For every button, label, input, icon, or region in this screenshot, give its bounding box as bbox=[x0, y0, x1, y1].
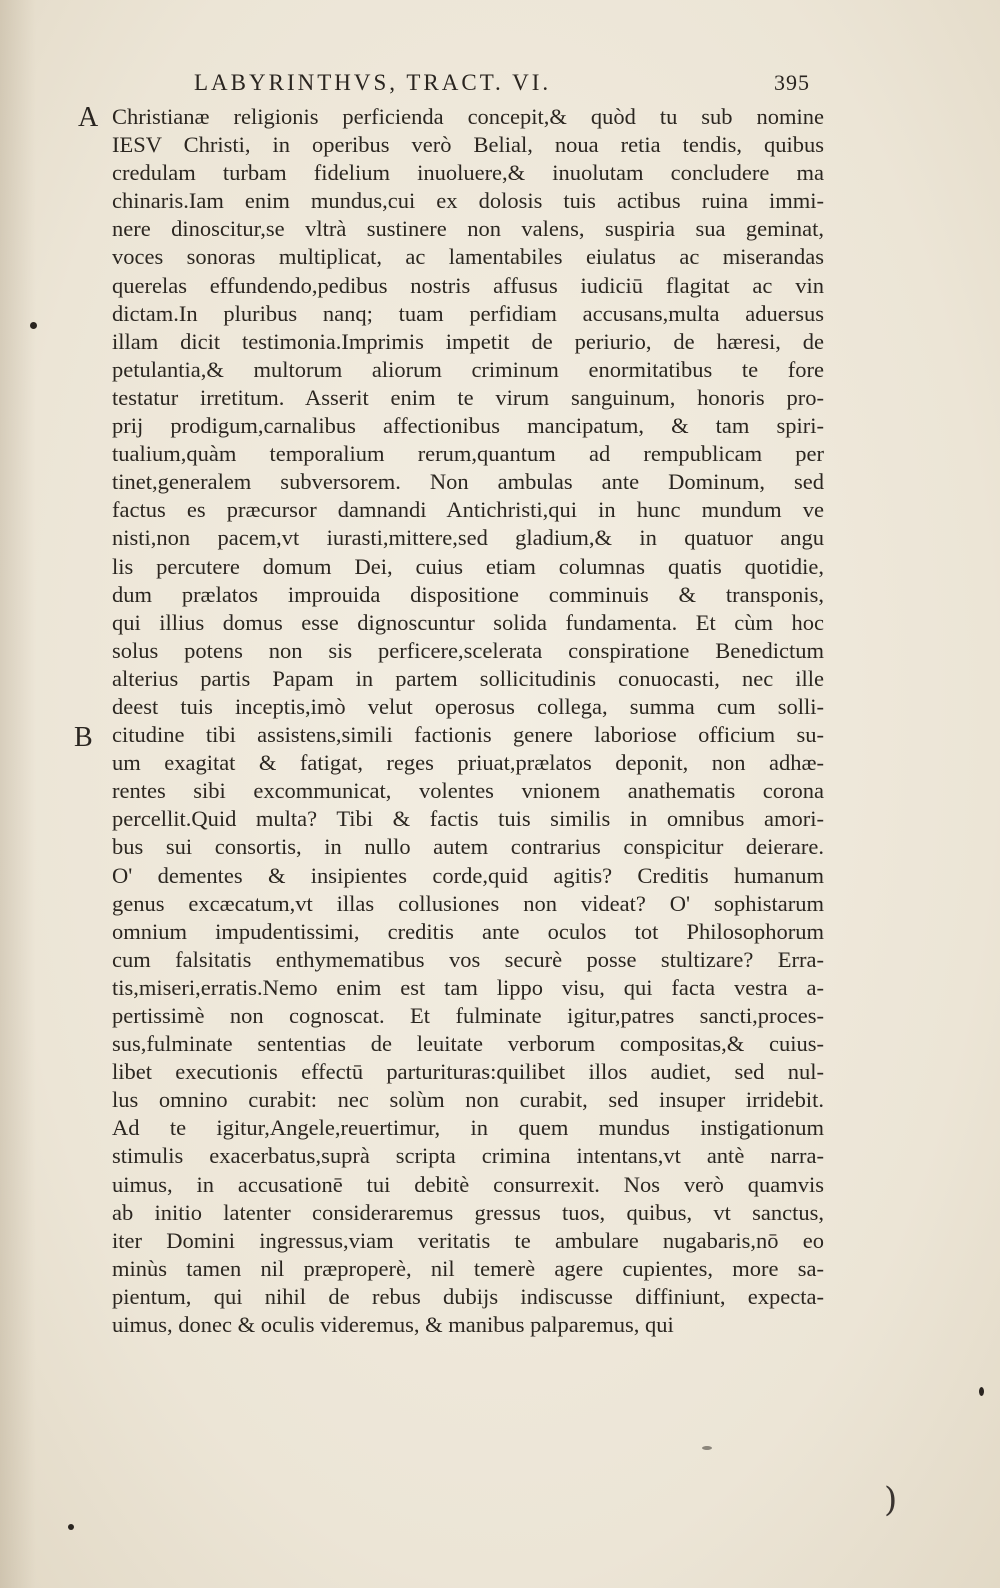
text-line: pertissimè non cognoscat. Et fulminate igitur,patres sancti,proces- bbox=[112, 1003, 824, 1028]
text-line: ab initio latenter consideraremus gressus tuos, quibus, vt sanctus, bbox=[112, 1199, 824, 1225]
text-line: uimus, in accusationē tui debitè consurrexit. Nos verò quamvis bbox=[112, 1171, 824, 1197]
margin-letter-b: B bbox=[74, 722, 93, 753]
text-line: prij prodigum,carnalibus affectionibus mancipatum, & tam spiri- bbox=[112, 413, 824, 439]
text-line: tualium,quàm temporalium rerum,quantum ad rempublicam per bbox=[112, 441, 824, 467]
text-line: solus potens non sis perficere,scelerata conspiratione Benedictum bbox=[112, 637, 824, 663]
text-line: qui illius domus esse dignoscuntur solida fundamenta. Et cùm hoc bbox=[112, 609, 824, 635]
text-line: O' dementes & insipientes corde,quid agitis? Creditis humanum bbox=[112, 862, 824, 888]
ink-speck bbox=[979, 1387, 984, 1396]
ink-speck bbox=[68, 1524, 74, 1530]
text-line: rentes sibi excommunicat, volentes vnionem anathematis corona bbox=[112, 778, 824, 804]
text-line: minùs tamen nil præproperè, nil temerè agere cupientes, more sa- bbox=[112, 1255, 824, 1281]
text-line: credulam turbam fidelium inuoluere,& inuolutam concludere ma bbox=[112, 160, 824, 186]
text-line: um exagitat & fatigat, reges priuat,prælatos deponit, non adhæ- bbox=[112, 750, 824, 776]
running-head-title: LABYRINTHVS, TRACT. VI. bbox=[194, 70, 552, 95]
text-line: lus omnino curabit: nec solùm non curabit, sed insuper irridebit. bbox=[112, 1087, 824, 1113]
margin-letter-a: A bbox=[78, 102, 99, 133]
text-line: Ad te igitur,Angele,reuertimur, in quem mundus instigationum bbox=[112, 1115, 824, 1141]
text-line: lis percutere domum Dei, cuius etiam columnas quatis quotidie, bbox=[112, 553, 824, 579]
text-line: factus es præcursor damnandi Antichristi,qui in hunc mundum ve bbox=[112, 497, 824, 523]
page-number: 395 bbox=[774, 70, 810, 95]
text-line: chinaris.Iam enim mundus,cui ex dolosis tuis actibus ruina immi- bbox=[112, 188, 824, 214]
text-line: nisti,non pacem,vt iurasti,mittere,sed gladium,& in quatuor angu bbox=[112, 525, 824, 551]
spine-shadow bbox=[0, 0, 36, 1588]
text-line: deest tuis inceptis,imò velut operosus collega, summa cum solli- bbox=[112, 693, 824, 719]
text-line: Christianæ religionis perficienda concepit,& quòd tu sub nomine bbox=[112, 104, 824, 129]
ink-speck bbox=[30, 322, 37, 329]
text-line: dictam.In pluribus nanq; tuam perfidiam accusans,multa aduersus bbox=[112, 300, 824, 326]
text-line: pientum, qui nihil de rebus dubijs indiscusse diffiniunt, expecta- bbox=[112, 1283, 824, 1309]
ink-mark: ) bbox=[884, 1480, 898, 1520]
text-line: dum prælatos improuida dispositione comminuis & transponis, bbox=[112, 581, 824, 607]
text-line: bus sui consortis, in nullo autem contrarius conspicitur deierare. bbox=[112, 834, 824, 860]
text-line: illam dicit testimonia.Imprimis impetit de periurio, de hæresi, de bbox=[112, 328, 824, 354]
text-line: percellit.Quid multa? Tibi & factis tuis similis in omnibus amori- bbox=[112, 806, 824, 832]
text-line: voces sonoras multiplicat, ac lamentabiles eiulatus ac miserandas bbox=[112, 244, 824, 270]
text-line: uimus, donec & oculis videremus, & manibus palparemus, qui bbox=[112, 1312, 674, 1338]
text-line: nere dinoscitur,se vltrà sustinere non valens, suspiria sua geminat, bbox=[112, 216, 824, 242]
text-line: tis,miseri,erratis.Nemo enim est tam lippo visu, qui facta vestra a- bbox=[112, 974, 824, 1000]
text-line: tinet,generalem subversorem. Non ambulas ante Dominum, sed bbox=[112, 469, 824, 495]
text-line: citudine tibi assistens,simili factionis genere laboriose officium su- bbox=[112, 722, 824, 748]
text-line: cum falsitatis enthymematibus vos securè posse stultizare? Erra- bbox=[112, 946, 824, 972]
text-line: stimulis exacerbatus,suprà scripta crimina intentans,vt antè narra- bbox=[112, 1143, 824, 1169]
text-line: libet executionis effectū parturituras:quilibet illos audiet, sed nul- bbox=[112, 1059, 824, 1085]
text-line: omnium impudentissimi, creditis ante oculos tot Philosophorum bbox=[112, 918, 824, 944]
text-line: sus,fulminate sententias de leuitate verborum compositas,& cuius- bbox=[112, 1031, 824, 1057]
text-line: alterius partis Papam in partem sollicitudinis conuocasti, nec ille bbox=[112, 665, 824, 691]
text-line: querelas effundendo,pedibus nostris affusus iudiciū flagitat ac vin bbox=[112, 272, 824, 298]
text-line: genus excæcatum,vt illas collusiones non videat? O' sophistarum bbox=[112, 890, 824, 916]
body-text bbox=[112, 103, 824, 1339]
text-line: IESV Christi, in operibus verò Belial, noua retia tendis, quibus bbox=[112, 132, 824, 158]
text-line: testatur irretitum. Asserit enim te virum sanguinum, honoris pro- bbox=[112, 384, 824, 410]
text-line: iter Domini ingressus,viam veritatis te ambulare nugabaris,nō eo bbox=[112, 1227, 824, 1253]
running-head bbox=[194, 66, 810, 100]
ink-speck bbox=[702, 1446, 712, 1450]
text-line: petulantia,& multorum aliorum criminum enormitatibus te fore bbox=[112, 356, 824, 382]
